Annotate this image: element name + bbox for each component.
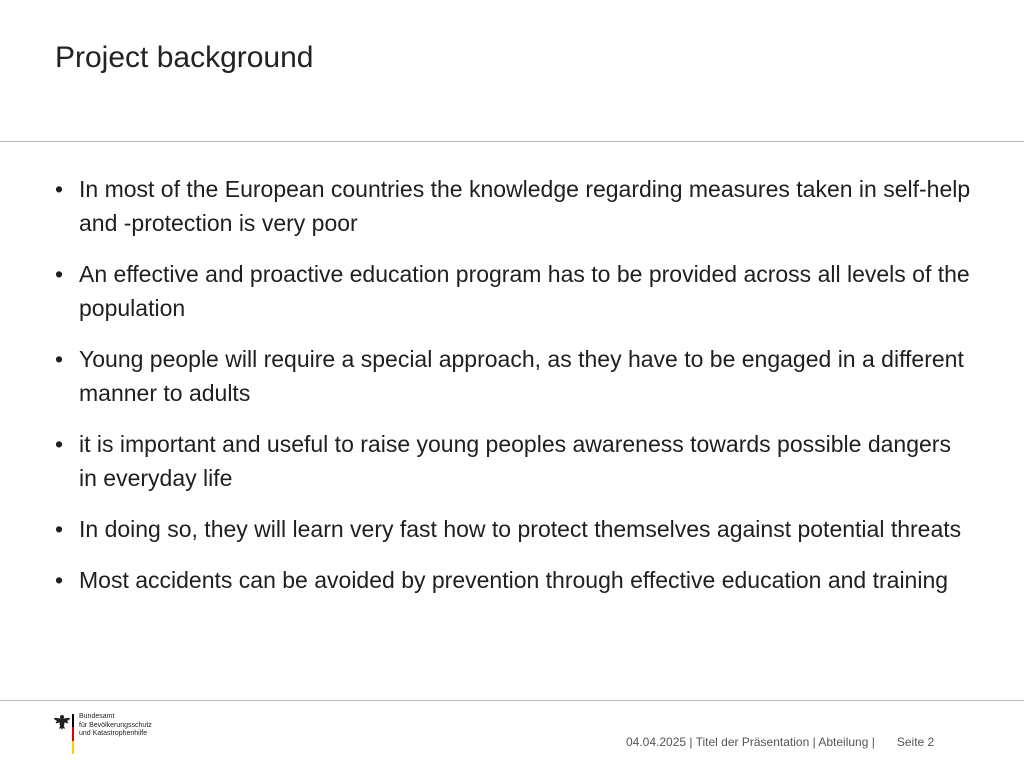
federal-eagle-icon [53, 713, 71, 731]
bullet-marker: • [55, 431, 64, 457]
title-divider [0, 141, 1024, 142]
agency-name-line: und Katastrophenhilfe [79, 730, 148, 737]
bullet-item [55, 172, 975, 240]
footer [626, 734, 934, 750]
page-number: Seite 2 [896, 735, 935, 749]
bullet-item [55, 342, 975, 410]
bullet-item [55, 563, 975, 597]
bullet-text: Most accidents can be avoided by prevention through effective education and training [79, 567, 949, 593]
footer-divider [0, 700, 1024, 701]
footer-info: 04.04.2025 | Titel der Präsentation | Abteilung | [626, 735, 875, 749]
bullet-marker: • [55, 261, 64, 287]
flag-red [72, 727, 74, 740]
bullet-marker: • [55, 346, 64, 372]
bullet-text: An effective and proactive education program has to be provided across all levels of the population [79, 261, 970, 321]
german-flag-stripe [72, 714, 74, 754]
agency-name [79, 713, 152, 739]
bullet-text: Young people will require a special approach, as they have to be engaged in a different manner to adults [79, 346, 964, 406]
bullet-list [55, 172, 975, 614]
bullet-item [55, 427, 975, 495]
agency-logo [53, 713, 173, 755]
agency-name-line: Bundesamt [79, 713, 115, 720]
bullet-text: it is important and useful to raise young peoples awareness towards possible dangers in everyday life [79, 431, 951, 491]
flag-black [72, 714, 74, 727]
bullet-item [55, 257, 975, 325]
flag-gold [72, 741, 74, 754]
bullet-marker: • [55, 567, 64, 593]
bullet-text: In doing so, they will learn very fast how to protect themselves against potential threats [79, 516, 962, 542]
bullet-item [55, 512, 975, 546]
agency-name-line: für Bevölkerungsschutz [79, 721, 152, 729]
bullet-marker: • [55, 516, 64, 542]
bullet-marker: • [55, 176, 64, 202]
bullet-text: In most of the European countries the knowledge regarding measures taken in self-help and -protection is very poor [79, 176, 971, 236]
slide-title: Project background [55, 41, 314, 74]
